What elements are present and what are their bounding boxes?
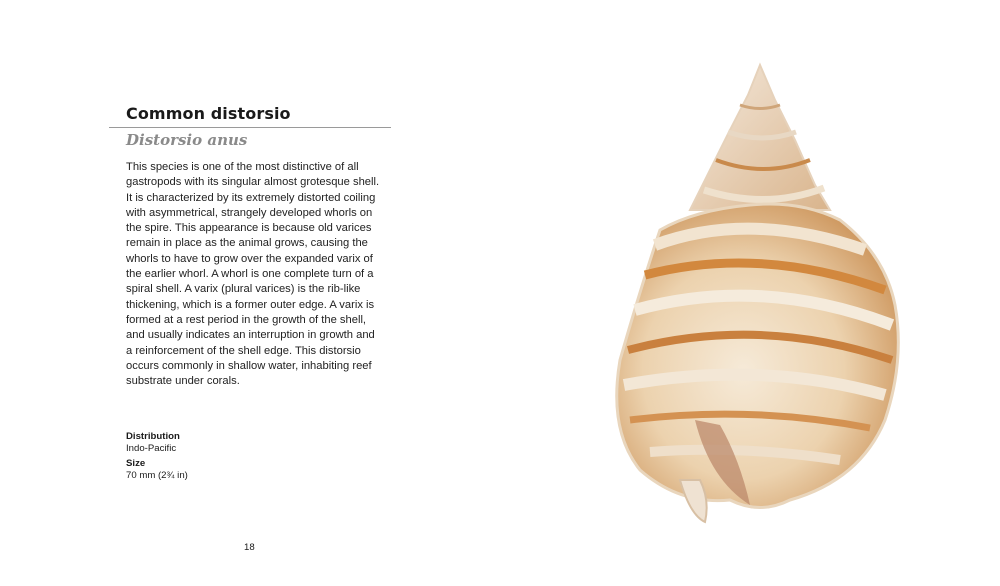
species-description: This species is one of the most distinctive of all gastropods with its singular almost grotesque shell. It is characterized by its extremely distorted coiling with asymmetrical, strangely developed whorls on the spire. This appearance is because old varices remain in place as the animal grows, causing the whorls to have to grow over the expanded varix of the earlier whorl. A whorl is one complete turn of a spiral shell. A varix (plural varices) is the rib-like thickening, which is a former outer edge. A varix is formed at a rest period in the growth of the shell, and usually indicates an interruption in growth and a reinforcement of the shell edge. This distorsio occurs commonly in shallow water, inhabiting reef substrate under corals. bbox=[126, 161, 380, 388]
shell-photo bbox=[600, 60, 910, 525]
species-title: Common distorsio bbox=[126, 104, 291, 123]
page-number: 18 bbox=[244, 542, 255, 553]
scientific-name: Distorsio anus bbox=[126, 131, 248, 149]
distribution-label: Distribution bbox=[126, 431, 180, 442]
size-value: 70 mm (2¾ in) bbox=[126, 470, 188, 481]
siphonal-canal bbox=[680, 480, 707, 522]
right-page bbox=[500, 0, 1000, 586]
size-label: Size bbox=[126, 458, 146, 469]
distribution-value: Indo-Pacific bbox=[126, 443, 177, 454]
title-divider bbox=[109, 127, 391, 128]
